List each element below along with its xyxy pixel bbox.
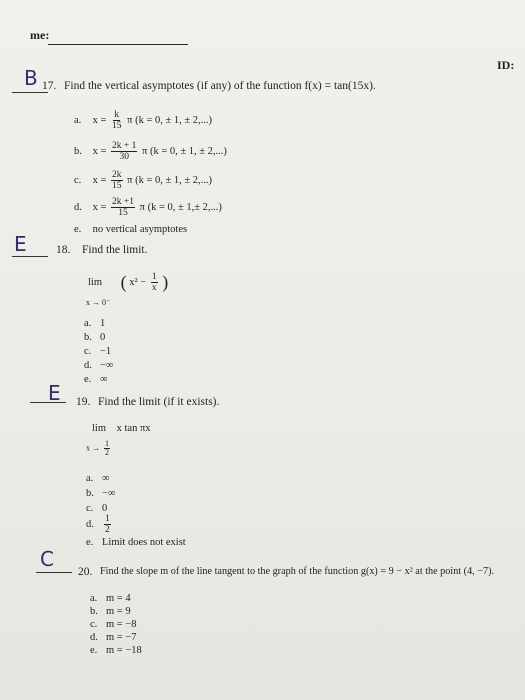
answer-blank-17 <box>12 92 48 93</box>
option-rest: π (k = 0, ± 1,± 2,...) <box>139 201 222 213</box>
option-label: c. <box>74 174 82 186</box>
q20-option-a: a. m = 4 <box>90 593 131 604</box>
handwritten-answer-17: B <box>24 66 38 90</box>
q20-option-c: c. m = −8 <box>90 619 137 630</box>
id-label: ID: <box>497 58 515 72</box>
q18-lim-subscript: x → 0⁻ <box>86 298 111 307</box>
q17-option-a <box>74 110 212 131</box>
q18-option-d: d. −∞ <box>84 360 114 371</box>
option-label: d. <box>74 201 82 213</box>
q18-option-b: b. 0 <box>84 332 106 343</box>
handwritten-answer-20: C <box>40 547 54 571</box>
option-label: b. <box>74 145 82 157</box>
q17-option-d <box>74 197 222 218</box>
question-text-20: Find the slope m of the line tangent to the graph of the function g(x) = 9 − x² at the point (4, −7). <box>100 566 495 577</box>
question-text-19: Find the limit (if it exists). <box>98 396 220 408</box>
option-lhs: x = <box>92 114 107 126</box>
question-text-17: Find the vertical asymptotes (if any) of the function f(x) = tan(15x). <box>64 80 376 92</box>
q17-option-b <box>74 141 227 162</box>
option-label: e. <box>74 224 82 235</box>
expr-left: x² − <box>129 276 147 288</box>
q18-option-a: a. 1 <box>84 318 106 329</box>
q19-option-d: d. $\frac{1}{2}$ <box>86 514 110 535</box>
q19-option-e: e. Limit does not exist <box>86 537 186 548</box>
answer-blank-18 <box>12 256 48 257</box>
lim-text: lim <box>92 423 107 434</box>
option-lhs: x = <box>92 174 107 186</box>
option-fraction: $\frac{2k}{15}$ <box>112 170 122 191</box>
name-label: me: <box>30 28 50 42</box>
q18-limit-expression: lim ( x² − $\frac{1}{x}$ ) <box>88 272 169 293</box>
name-line <box>48 44 188 45</box>
option-lhs: x = <box>92 201 107 213</box>
q19-option-b: b. −∞ <box>86 488 116 499</box>
option-rest: π (k = 0, ± 1, ± 2,...) <box>127 174 213 186</box>
option-text: no vertical asymptotes <box>92 224 188 235</box>
q19-lim-subscript: x → $\frac{1}{2}$ <box>86 439 109 457</box>
option-lhs: x = <box>92 145 107 157</box>
limit-expr: x tan πx <box>116 423 151 434</box>
q18-option-e: e. ∞ <box>84 374 108 385</box>
q18-option-c: c. −1 <box>84 346 112 357</box>
q17-option-c <box>74 170 212 191</box>
question-number-19: 19. <box>76 396 91 408</box>
question-number-17: 17. <box>42 80 57 92</box>
expr-fraction: $\frac{1}{x}$ <box>151 272 157 293</box>
option-rest: π (k = 0, ± 1, ± 2,...) <box>127 114 213 126</box>
q20-option-d: d. m = −7 <box>90 632 137 643</box>
option-rest: π (k = 0, ± 1, ± 2,...) <box>142 145 227 157</box>
answer-blank-20 <box>36 572 72 573</box>
q17-option-e <box>74 224 187 235</box>
q19-option-c: c. 0 <box>86 503 108 514</box>
lim-text: lim <box>88 276 103 288</box>
question-text-18: Find the limit. <box>82 244 148 256</box>
option-fraction: $\frac{2k + 1}{30}$ <box>112 141 137 162</box>
q19-limit-expression <box>92 423 151 434</box>
question-number-20: 20. <box>78 566 93 578</box>
q20-option-b: b. m = 9 <box>90 606 131 617</box>
question-number-18: 18. <box>56 244 71 256</box>
option-label: a. <box>74 114 82 126</box>
handwritten-answer-19: E <box>48 381 61 405</box>
option-fraction: $\frac{k}{15}$ <box>112 110 122 131</box>
q19-option-a: a. ∞ <box>86 473 110 484</box>
option-fraction: $\frac{2k +1}{15}$ <box>112 197 135 218</box>
handwritten-answer-18: E <box>14 232 27 256</box>
q20-option-e: e. m = −18 <box>90 645 142 656</box>
